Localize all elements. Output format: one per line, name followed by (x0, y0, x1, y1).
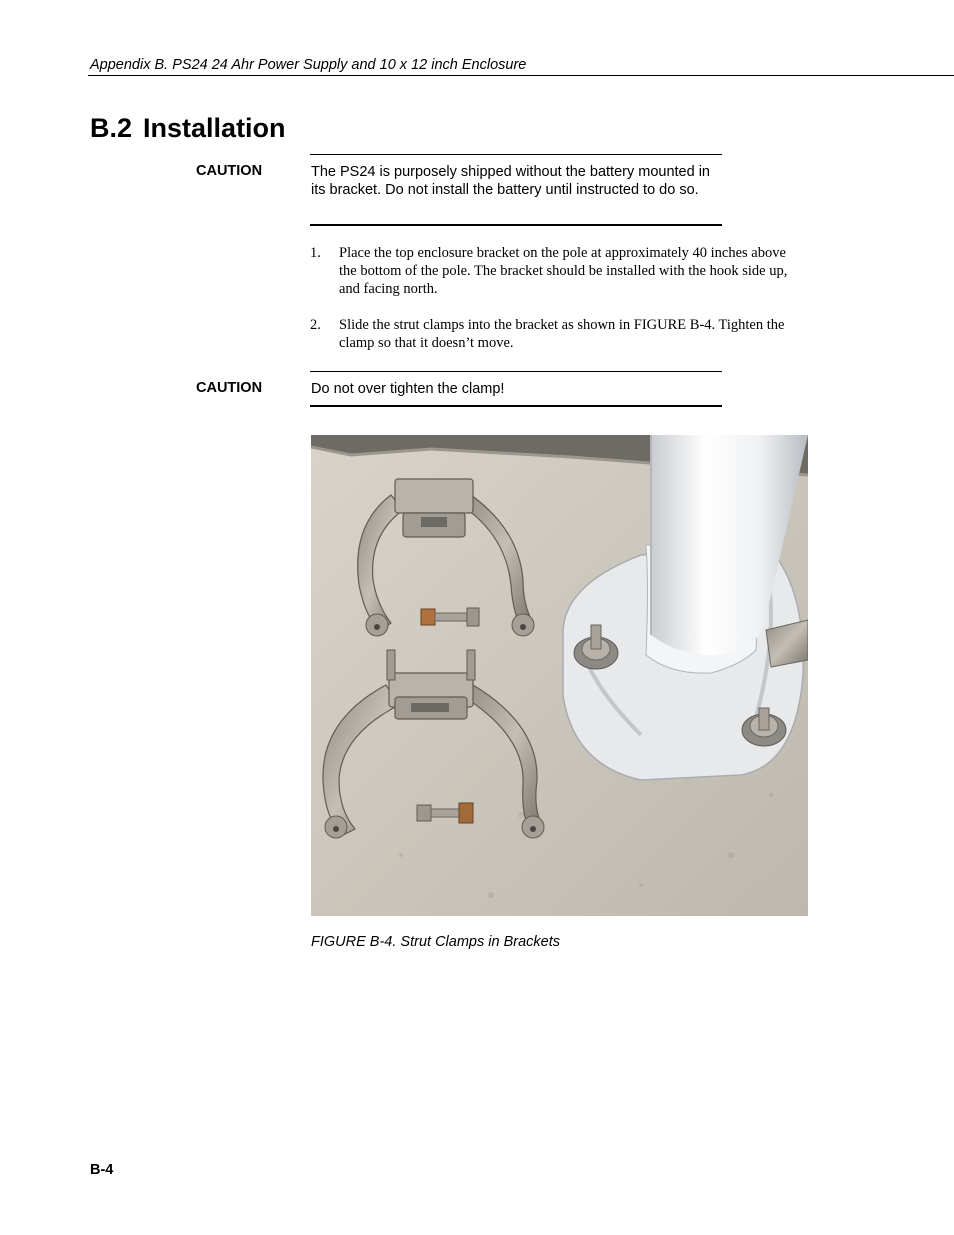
step-number: 2. (310, 317, 321, 333)
step-item (310, 244, 805, 298)
strut-clamps-illustration (311, 435, 808, 916)
section-number: B.2 (90, 113, 133, 143)
running-header: Appendix B. PS24 24 Ahr Power Supply and 10 x 12 inch Enclosure (90, 57, 527, 73)
step-number: 1. (310, 245, 321, 261)
caution-box (310, 154, 722, 226)
caution-label: CAUTION (196, 380, 263, 396)
installation-steps (310, 244, 805, 370)
caution-text: The PS24 is purposely shipped without the battery mounted in its bracket. Do not install the battery until instructed to do so. (311, 164, 710, 198)
caution-box (310, 371, 722, 407)
caution-text: Do not over tighten the clamp! (311, 381, 505, 397)
step-text: Slide the strut clamps into the bracket as shown in FIGURE B-4. Tighten the clamp so that it doesn’t move. (339, 317, 785, 351)
step-item (310, 316, 805, 352)
figure-caption: FIGURE B-4. Strut Clamps in Brackets (311, 934, 560, 950)
step-text: Place the top enclosure bracket on the pole at approximately 40 inches above the bottom of the pole. The bracket should be installed with the hook side up, and facing north. (339, 245, 788, 297)
page-number: B-4 (90, 1162, 114, 1178)
section-title (90, 110, 286, 146)
section-title-text: Installation (143, 113, 286, 143)
caution-label: CAUTION (196, 163, 263, 179)
header-rule (88, 75, 954, 76)
figure-strut-clamps-photo (311, 435, 808, 916)
